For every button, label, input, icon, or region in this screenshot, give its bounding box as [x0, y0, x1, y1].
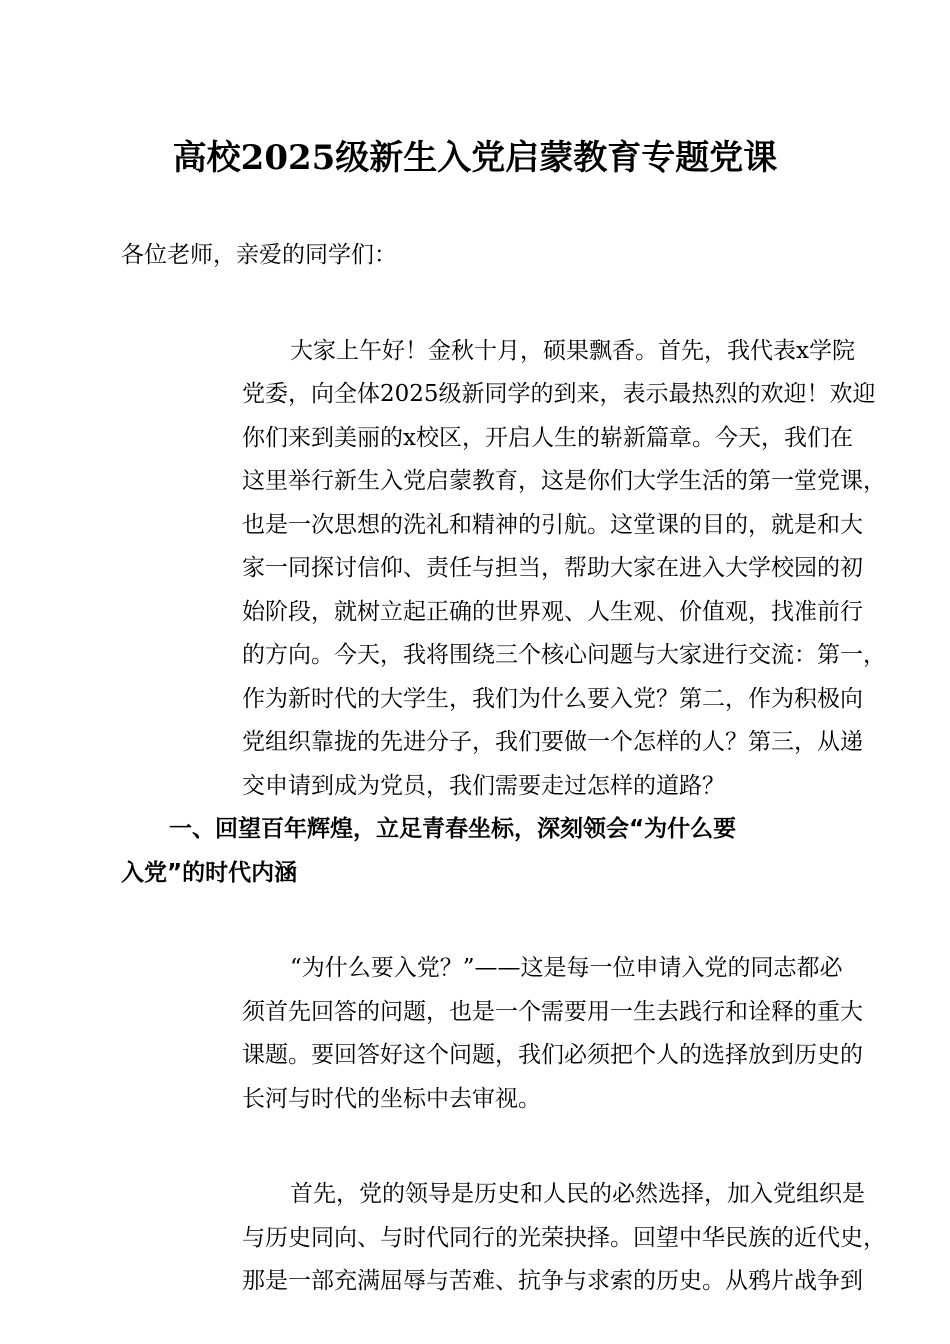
text-line: 首先，党的领导是历史和人民的必然选择，加入党组织是 [290, 1181, 865, 1207]
text-line: 党委，向全体2025级新同学的到来，表示最热烈的欢迎！欢迎 [242, 381, 876, 407]
text-line: 须首先回答的问题，也是一个需要用一生去践行和诠释的重大 [242, 998, 863, 1025]
text-line: 一、回望百年辉煌，立足青春坐标，深刻领会“为什么要 [169, 816, 737, 842]
section-heading [121, 808, 831, 895]
text-line: 与历史同向、与时代同行的光荣抉择。回望中华民族的近代史， [242, 1224, 886, 1251]
text-line: 长河与时代的坐标中去审视。 [242, 1085, 541, 1112]
paragraph [242, 330, 950, 809]
text-line: 课题。要回答好这个问题，我们必须把个人的选择放到历史的 [242, 1042, 863, 1068]
text-line: 大家上午好！金秋十月，硕果飘香。首先，我代表x学院 [290, 337, 855, 364]
text-line: 这里举行新生入党启蒙教育，这是你们大学生活的第一堂党课， [242, 468, 886, 494]
text-line: 也是一次思想的洗礼和精神的引航。这堂课的目的，就是和大 [242, 511, 863, 538]
text-line: “为什么要入党？”——这是每一位申请入党的同志都必 [290, 955, 843, 981]
document-body [121, 234, 886, 1304]
text-line: 交申请到成为党员，我们需要走过怎样的道路？ [242, 772, 725, 799]
document-title: 高校2025级新生入党启蒙教育专题党课 [172, 138, 778, 178]
paragraph [242, 1173, 950, 1304]
text-line: 各位老师，亲爱的同学们： [121, 242, 397, 268]
salutation [121, 234, 831, 278]
text-line: 党组织靠拢的先进分子，我们要做一个怎样的人？第三，从递 [242, 729, 863, 755]
text-line: 家一同探讨信仰、责任与担当，帮助大家在进入大学校园的初 [242, 555, 863, 581]
paragraph [242, 947, 950, 1121]
text-line: 的方向。今天，我将围绕三个核心问题与大家进行交流：第一， [242, 642, 886, 668]
text-line: 始阶段，就树立起正确的世界观、人生观、价值观，找准前行 [242, 598, 863, 625]
text-line: 你们来到美丽的x校区，开启人生的崭新篇章。今天，我们在 [242, 424, 853, 451]
text-line: 作为新时代的大学生，我们为什么要入党？第二，作为积极向 [242, 685, 863, 712]
text-line: 那是一部充满屈辱与苦难、抗争与求索的历史。从鸦片战争到 [242, 1268, 863, 1294]
text-line: 入党”的时代内涵 [121, 859, 298, 886]
